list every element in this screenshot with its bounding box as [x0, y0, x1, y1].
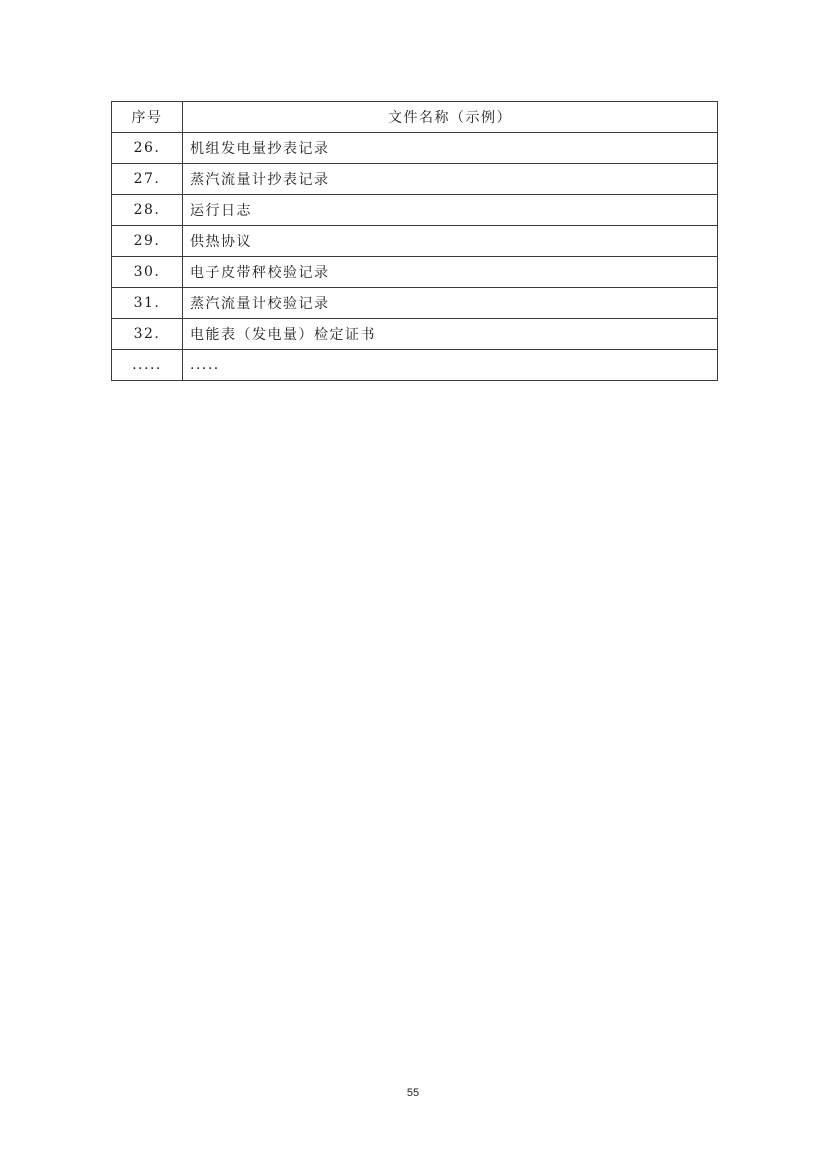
- row-serial-number: 26.: [112, 133, 183, 164]
- row-serial-number: .....: [112, 350, 183, 381]
- document-table: [111, 101, 718, 381]
- table-row: [112, 319, 718, 350]
- row-file-name: .....: [183, 350, 718, 381]
- row-serial-number: 29.: [112, 226, 183, 257]
- table-header-row: [112, 102, 718, 133]
- row-file-name: 电子皮带秤校验记录: [183, 257, 718, 288]
- row-file-name: 供热协议: [183, 226, 718, 257]
- row-serial-number: 31.: [112, 288, 183, 319]
- row-serial-number: 28.: [112, 195, 183, 226]
- table-row: [112, 257, 718, 288]
- table-row: [112, 226, 718, 257]
- row-serial-number: 32.: [112, 319, 183, 350]
- row-serial-number: 27.: [112, 164, 183, 195]
- page-number: 55: [406, 1087, 420, 1099]
- table-row: [112, 133, 718, 164]
- header-serial-number: 序号: [112, 102, 183, 133]
- header-file-name: 文件名称（示例）: [183, 102, 718, 133]
- table-header: [112, 102, 718, 133]
- table-row: [112, 195, 718, 226]
- table-row: [112, 164, 718, 195]
- row-file-name: 电能表（发电量）检定证书: [183, 319, 718, 350]
- row-file-name: 机组发电量抄表记录: [183, 133, 718, 164]
- table-body: [112, 133, 718, 381]
- row-serial-number: 30.: [112, 257, 183, 288]
- row-file-name: 运行日志: [183, 195, 718, 226]
- row-file-name: 蒸汽流量计抄表记录: [183, 164, 718, 195]
- row-file-name: 蒸汽流量计校验记录: [183, 288, 718, 319]
- table-row: [112, 288, 718, 319]
- table-row: [112, 350, 718, 381]
